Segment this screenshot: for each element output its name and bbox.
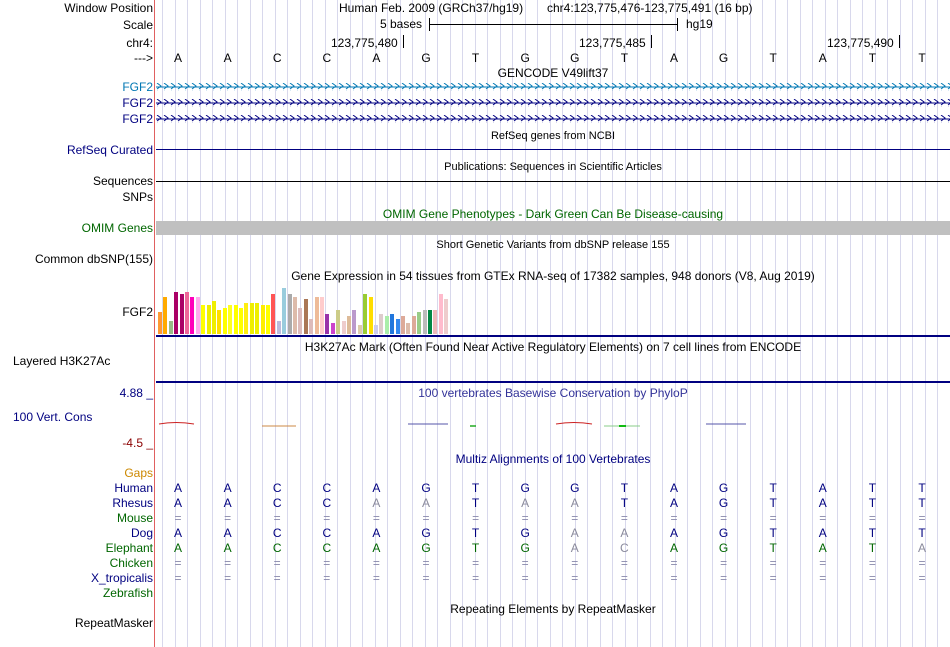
aligned-base: = xyxy=(571,556,579,570)
aligned-base: = xyxy=(620,556,628,570)
coord-tick xyxy=(651,35,652,48)
aligned-base: C xyxy=(272,541,282,555)
species-label[interactable]: Chicken xyxy=(109,556,153,570)
gtex-tissue-bar[interactable] xyxy=(163,297,167,334)
aligned-base: = xyxy=(372,571,380,585)
aligned-base: = xyxy=(819,556,827,570)
gtex-tissue-bar[interactable] xyxy=(390,314,394,334)
phylop-track-title[interactable]: 100 vertebrates Basewise Conservation by PhyloP xyxy=(418,386,688,400)
gtex-track-title[interactable]: Gene Expression in 54 tissues from GTEx RNA-seq of 17382 samples, 948 donors (V8, Aug 2019) xyxy=(291,269,815,283)
aligned-base: T xyxy=(769,481,777,495)
aligned-base: T xyxy=(471,496,480,510)
base-letter: G xyxy=(520,51,530,65)
gtex-tissue-bar[interactable] xyxy=(374,325,378,334)
repeatmasker-label[interactable]: RepeatMasker xyxy=(74,616,153,630)
gtex-tissue-bar[interactable] xyxy=(196,297,200,334)
refseq-gene-line[interactable] xyxy=(156,149,950,150)
aligned-base: = xyxy=(868,571,876,585)
gtex-tissue-bar[interactable] xyxy=(396,319,400,334)
gtex-tissue-bar[interactable] xyxy=(412,316,416,334)
aligned-base: = xyxy=(918,511,926,525)
gtex-tissue-bar[interactable] xyxy=(417,312,421,334)
aligned-base: = xyxy=(670,556,678,570)
species-label[interactable]: Human xyxy=(114,481,153,495)
aligned-base: = xyxy=(224,556,232,570)
base-letter: A xyxy=(223,51,232,65)
gtex-tissue-bar[interactable] xyxy=(207,305,211,334)
species-label[interactable]: Zebrafish xyxy=(102,586,153,600)
gtex-tissue-bar[interactable] xyxy=(352,310,356,334)
gene-strand-arrows xyxy=(156,83,950,91)
aligned-base: A xyxy=(818,481,827,495)
aligned-base: G xyxy=(520,481,530,495)
aligned-base: = xyxy=(472,511,480,525)
aligned-base: = xyxy=(670,511,678,525)
gtex-tissue-bar[interactable] xyxy=(250,303,254,334)
aligned-base: G xyxy=(570,481,580,495)
gtex-tissue-bar[interactable] xyxy=(158,312,162,334)
aligned-base: C xyxy=(272,481,282,495)
gtex-tissue-bar[interactable] xyxy=(239,308,243,334)
aligned-base: = xyxy=(273,511,281,525)
gtex-tissue-bar[interactable] xyxy=(439,294,443,334)
aligned-base: G xyxy=(421,541,431,555)
aligned-base: C xyxy=(322,496,332,510)
gencode-track-title[interactable]: GENCODE V49lift37 xyxy=(497,66,609,80)
aligned-base: = xyxy=(323,571,331,585)
aligned-base: T xyxy=(620,496,629,510)
aligned-base: = xyxy=(670,571,678,585)
aligned-base: A xyxy=(173,526,182,540)
base-letter: A xyxy=(818,51,827,65)
base-letter: T xyxy=(918,51,926,65)
multiz-track-title[interactable]: Multiz Alignments of 100 Vertebrates xyxy=(455,452,651,466)
scale-bar-right-tick xyxy=(677,18,678,31)
gene-strand-arrows xyxy=(156,99,950,107)
gtex-tissue-bar[interactable] xyxy=(212,301,216,334)
aligned-base: A xyxy=(669,541,678,555)
aligned-base: = xyxy=(720,511,728,525)
aligned-base: A xyxy=(173,541,182,555)
phylop-label[interactable]: 100 Vert. Cons xyxy=(13,410,93,424)
gtex-tissue-bar[interactable] xyxy=(423,310,427,334)
phylop-signal[interactable] xyxy=(156,418,950,430)
aligned-base: T xyxy=(918,526,926,540)
aligned-base: C xyxy=(620,541,629,555)
gene-label-fgf2[interactable]: FGF2 xyxy=(122,80,153,94)
aligned-base: G xyxy=(718,541,729,555)
gtex-tissue-bar[interactable] xyxy=(358,325,362,334)
gencode-gene-models[interactable] xyxy=(156,82,950,126)
aligned-base: = xyxy=(868,556,876,570)
gtex-tissue-bar[interactable] xyxy=(185,292,189,334)
aligned-base: A xyxy=(917,541,926,555)
aligned-base: A xyxy=(173,481,182,495)
aligned-base: G xyxy=(718,526,729,540)
omim-track-title[interactable]: OMIM Gene Phenotypes - Dark Green Can Be Disease-causing xyxy=(382,207,724,221)
h3k27ac-signal-baseline[interactable] xyxy=(156,381,950,383)
base-letter: T xyxy=(868,51,877,65)
chrom-label: chr4: xyxy=(126,36,153,50)
snps-label[interactable]: SNPs xyxy=(122,190,153,204)
aligned-base: A xyxy=(223,481,232,495)
aligned-base: = xyxy=(174,571,182,585)
gtex-tissue-bar[interactable] xyxy=(261,305,265,334)
aligned-base: = xyxy=(422,571,430,585)
gtex-tissue-bar[interactable] xyxy=(282,288,286,334)
position-readout: chr4:123,775,476-123,775,491 (16 bp) xyxy=(547,1,753,15)
gtex-tissue-bar[interactable] xyxy=(255,303,259,334)
aligned-base: C xyxy=(272,526,282,540)
assembly-title: Human Feb. 2009 (GRCh37/hg19) xyxy=(339,1,524,15)
gtex-tissue-bar[interactable] xyxy=(234,305,238,334)
aligned-base: C xyxy=(322,526,332,540)
base-letter: A xyxy=(372,51,381,65)
aligned-base: = xyxy=(620,571,628,585)
aligned-base: G xyxy=(718,496,729,510)
gtex-tissue-bar[interactable] xyxy=(336,310,340,334)
aligned-base: A xyxy=(223,541,232,555)
publication-sequence-line[interactable] xyxy=(156,181,950,182)
aligned-base: G xyxy=(520,541,530,555)
gtex-tissue-bar[interactable] xyxy=(347,316,351,334)
aligned-base: = xyxy=(571,571,579,585)
aligned-base: A xyxy=(372,496,381,510)
aligned-base: = xyxy=(372,511,380,525)
aligned-base: = xyxy=(422,511,430,525)
h3k27ac-track-title[interactable]: H3K27Ac Mark (Often Found Near Active Regulatory Elements) on 7 cell lines from ENCODE xyxy=(304,340,802,354)
gtex-tissue-bar[interactable] xyxy=(266,305,270,334)
gtex-tissue-bar[interactable] xyxy=(180,294,184,334)
aligned-base: T xyxy=(471,481,480,495)
refseq-track-title[interactable]: RefSeq genes from NCBI xyxy=(490,130,616,142)
aligned-base: = xyxy=(273,556,281,570)
label-divider xyxy=(154,0,155,647)
gtex-tissue-bar[interactable] xyxy=(228,305,232,334)
aligned-base: = xyxy=(273,571,281,585)
aligned-base: A xyxy=(223,496,232,510)
aligned-base: = xyxy=(372,556,380,570)
aligned-base: = xyxy=(819,511,827,525)
gtex-tissue-bar[interactable] xyxy=(401,316,405,334)
publications-track-title[interactable]: Publications: Sequences in Scientific Articles xyxy=(444,161,662,173)
gtex-tissue-bar[interactable] xyxy=(293,297,297,334)
scale-bar xyxy=(429,24,677,25)
coord-tick xyxy=(899,35,900,48)
window-position-label: Window Position xyxy=(64,1,153,15)
dbsnp-label[interactable]: Common dbSNP(155) xyxy=(34,252,153,266)
aligned-base: T xyxy=(620,481,629,495)
species-label[interactable]: Elephant xyxy=(105,541,153,555)
repeatmasker-track-title[interactable]: Repeating Elements by RepeatMasker xyxy=(450,602,656,616)
aligned-base: = xyxy=(769,571,777,585)
aligned-base: A xyxy=(223,526,232,540)
aligned-base: = xyxy=(323,511,331,525)
scale-text: 5 bases xyxy=(380,17,423,31)
aligned-base: = xyxy=(720,556,728,570)
db-label: hg19 xyxy=(686,17,713,31)
aligned-base: = xyxy=(422,556,430,570)
base-letter: T xyxy=(620,51,629,65)
aligned-base: A xyxy=(421,496,430,510)
gtex-gene-label[interactable]: FGF2 xyxy=(122,305,153,319)
gtex-tissue-bar[interactable] xyxy=(298,308,302,334)
aligned-base: A xyxy=(372,541,381,555)
aligned-base: T xyxy=(868,496,877,510)
aligned-base: = xyxy=(571,511,579,525)
coord-tick xyxy=(403,35,404,48)
base-letter: T xyxy=(769,51,777,65)
aligned-base: A xyxy=(372,481,381,495)
dbsnp-track-title[interactable]: Short Genetic Variants from dbSNP release 155 xyxy=(436,239,670,251)
gtex-tissue-bar[interactable] xyxy=(342,321,346,334)
aligned-base: A xyxy=(521,496,530,510)
gtex-tissue-bar[interactable] xyxy=(244,303,248,334)
omim-genes-label[interactable]: OMIM Genes xyxy=(81,221,153,235)
aligned-base: A xyxy=(669,481,678,495)
gtex-tissue-bar[interactable] xyxy=(385,316,389,334)
base-letter: A xyxy=(173,51,182,65)
aligned-base: T xyxy=(918,481,926,495)
gtex-tissue-bar[interactable] xyxy=(223,308,227,334)
aligned-base: T xyxy=(868,541,877,555)
aligned-base: A xyxy=(818,526,827,540)
aligned-base: T xyxy=(769,526,777,540)
strand-arrow-label: ---> xyxy=(134,51,153,65)
h3k27ac-top-border xyxy=(156,335,950,337)
refseq-curated-label[interactable]: RefSeq Curated xyxy=(66,143,153,157)
aligned-base: G xyxy=(421,481,431,495)
gtex-tissue-bar[interactable] xyxy=(406,323,410,334)
aligned-base: A xyxy=(669,526,678,540)
species-label[interactable]: X_tropicalis xyxy=(90,571,153,585)
aligned-base: A xyxy=(818,541,827,555)
gtex-tissue-bar[interactable] xyxy=(363,294,367,334)
scale-label: Scale xyxy=(122,18,153,32)
aligned-base: = xyxy=(174,556,182,570)
species-label[interactable]: Mouse xyxy=(116,511,153,525)
aligned-base: A xyxy=(570,526,579,540)
coord-tick-label: 123,775,480 xyxy=(331,36,398,50)
gene-label-fgf2[interactable]: FGF2 xyxy=(122,112,153,126)
gtex-tissue-bar[interactable] xyxy=(217,310,221,334)
aligned-base: A xyxy=(620,526,629,540)
gaps-label: Gaps xyxy=(124,466,153,480)
phylop-min-label: -4.5 _ xyxy=(122,436,153,450)
gtex-tissue-bar[interactable] xyxy=(433,310,437,334)
gtex-tissue-bar[interactable] xyxy=(369,297,373,334)
base-letter: G xyxy=(570,51,580,65)
gtex-tissue-bar[interactable] xyxy=(271,294,275,334)
aligned-base: A xyxy=(570,496,579,510)
sequences-label[interactable]: Sequences xyxy=(92,174,153,188)
aligned-base: G xyxy=(421,526,431,540)
gtex-tissue-bar[interactable] xyxy=(277,321,281,334)
aligned-base: T xyxy=(769,496,777,510)
aligned-base: = xyxy=(819,571,827,585)
base-letter: G xyxy=(421,51,431,65)
aligned-base: C xyxy=(322,541,332,555)
aligned-base: = xyxy=(620,511,628,525)
aligned-base: = xyxy=(323,556,331,570)
base-letter: C xyxy=(272,51,282,65)
aligned-base: = xyxy=(769,556,777,570)
aligned-base: A xyxy=(818,496,827,510)
gtex-tissue-bar[interactable] xyxy=(304,299,308,334)
aligned-base: = xyxy=(521,511,529,525)
aligned-base: T xyxy=(918,496,926,510)
aligned-base: = xyxy=(521,556,529,570)
species-label[interactable]: Dog xyxy=(130,526,153,540)
aligned-base: G xyxy=(520,526,530,540)
gtex-tissue-bar[interactable] xyxy=(169,321,173,334)
gtex-tissue-bar[interactable] xyxy=(201,305,205,334)
phylop-max-label: 4.88 _ xyxy=(119,386,153,400)
aligned-base: = xyxy=(174,511,182,525)
aligned-base: A xyxy=(173,496,182,510)
aligned-base: = xyxy=(521,571,529,585)
gtex-tissue-bar[interactable] xyxy=(428,310,432,334)
omim-gene-block[interactable] xyxy=(156,221,950,235)
gtex-tissue-bar[interactable] xyxy=(331,323,335,334)
gtex-tissue-bar[interactable] xyxy=(320,297,324,334)
aligned-base: T xyxy=(868,481,877,495)
aligned-base: A xyxy=(669,496,678,510)
h3k27ac-label[interactable]: Layered H3K27Ac xyxy=(13,354,111,368)
aligned-base: G xyxy=(718,481,729,495)
gtex-tissue-bar[interactable] xyxy=(444,299,448,334)
aligned-base: = xyxy=(769,511,777,525)
gtex-tissue-bar[interactable] xyxy=(288,294,292,334)
gtex-tissue-bar[interactable] xyxy=(174,292,178,334)
aligned-base: T xyxy=(769,541,777,555)
gtex-tissue-bar[interactable] xyxy=(309,319,313,334)
aligned-base: = xyxy=(720,571,728,585)
aligned-base: = xyxy=(472,571,480,585)
aligned-base: A xyxy=(570,541,579,555)
base-letter: G xyxy=(718,51,729,65)
gtex-tissue-bar[interactable] xyxy=(379,314,383,334)
aligned-base: = xyxy=(918,556,926,570)
coord-tick-label: 123,775,485 xyxy=(579,36,646,50)
aligned-base: C xyxy=(322,481,332,495)
base-letter: C xyxy=(322,51,332,65)
coord-tick-label: 123,775,490 xyxy=(827,36,894,50)
gtex-tissue-bar[interactable] xyxy=(325,314,329,334)
base-letter: A xyxy=(669,51,678,65)
base-letter: T xyxy=(471,51,480,65)
aligned-base: = xyxy=(472,556,480,570)
gtex-tissue-bar[interactable] xyxy=(315,297,319,334)
aligned-base: T xyxy=(471,526,480,540)
aligned-base: C xyxy=(272,496,282,510)
gtex-tissue-bar[interactable] xyxy=(190,297,194,334)
aligned-base: = xyxy=(224,511,232,525)
species-label[interactable]: Rhesus xyxy=(112,496,153,510)
aligned-base: T xyxy=(868,526,877,540)
gene-label-fgf2[interactable]: FGF2 xyxy=(122,96,153,110)
aligned-base: T xyxy=(471,541,480,555)
aligned-base: = xyxy=(918,571,926,585)
aligned-base: = xyxy=(224,571,232,585)
gene-strand-arrows xyxy=(156,115,950,123)
aligned-base: A xyxy=(372,526,381,540)
gtex-expression-chart[interactable] xyxy=(156,284,556,334)
aligned-base: = xyxy=(868,511,876,525)
